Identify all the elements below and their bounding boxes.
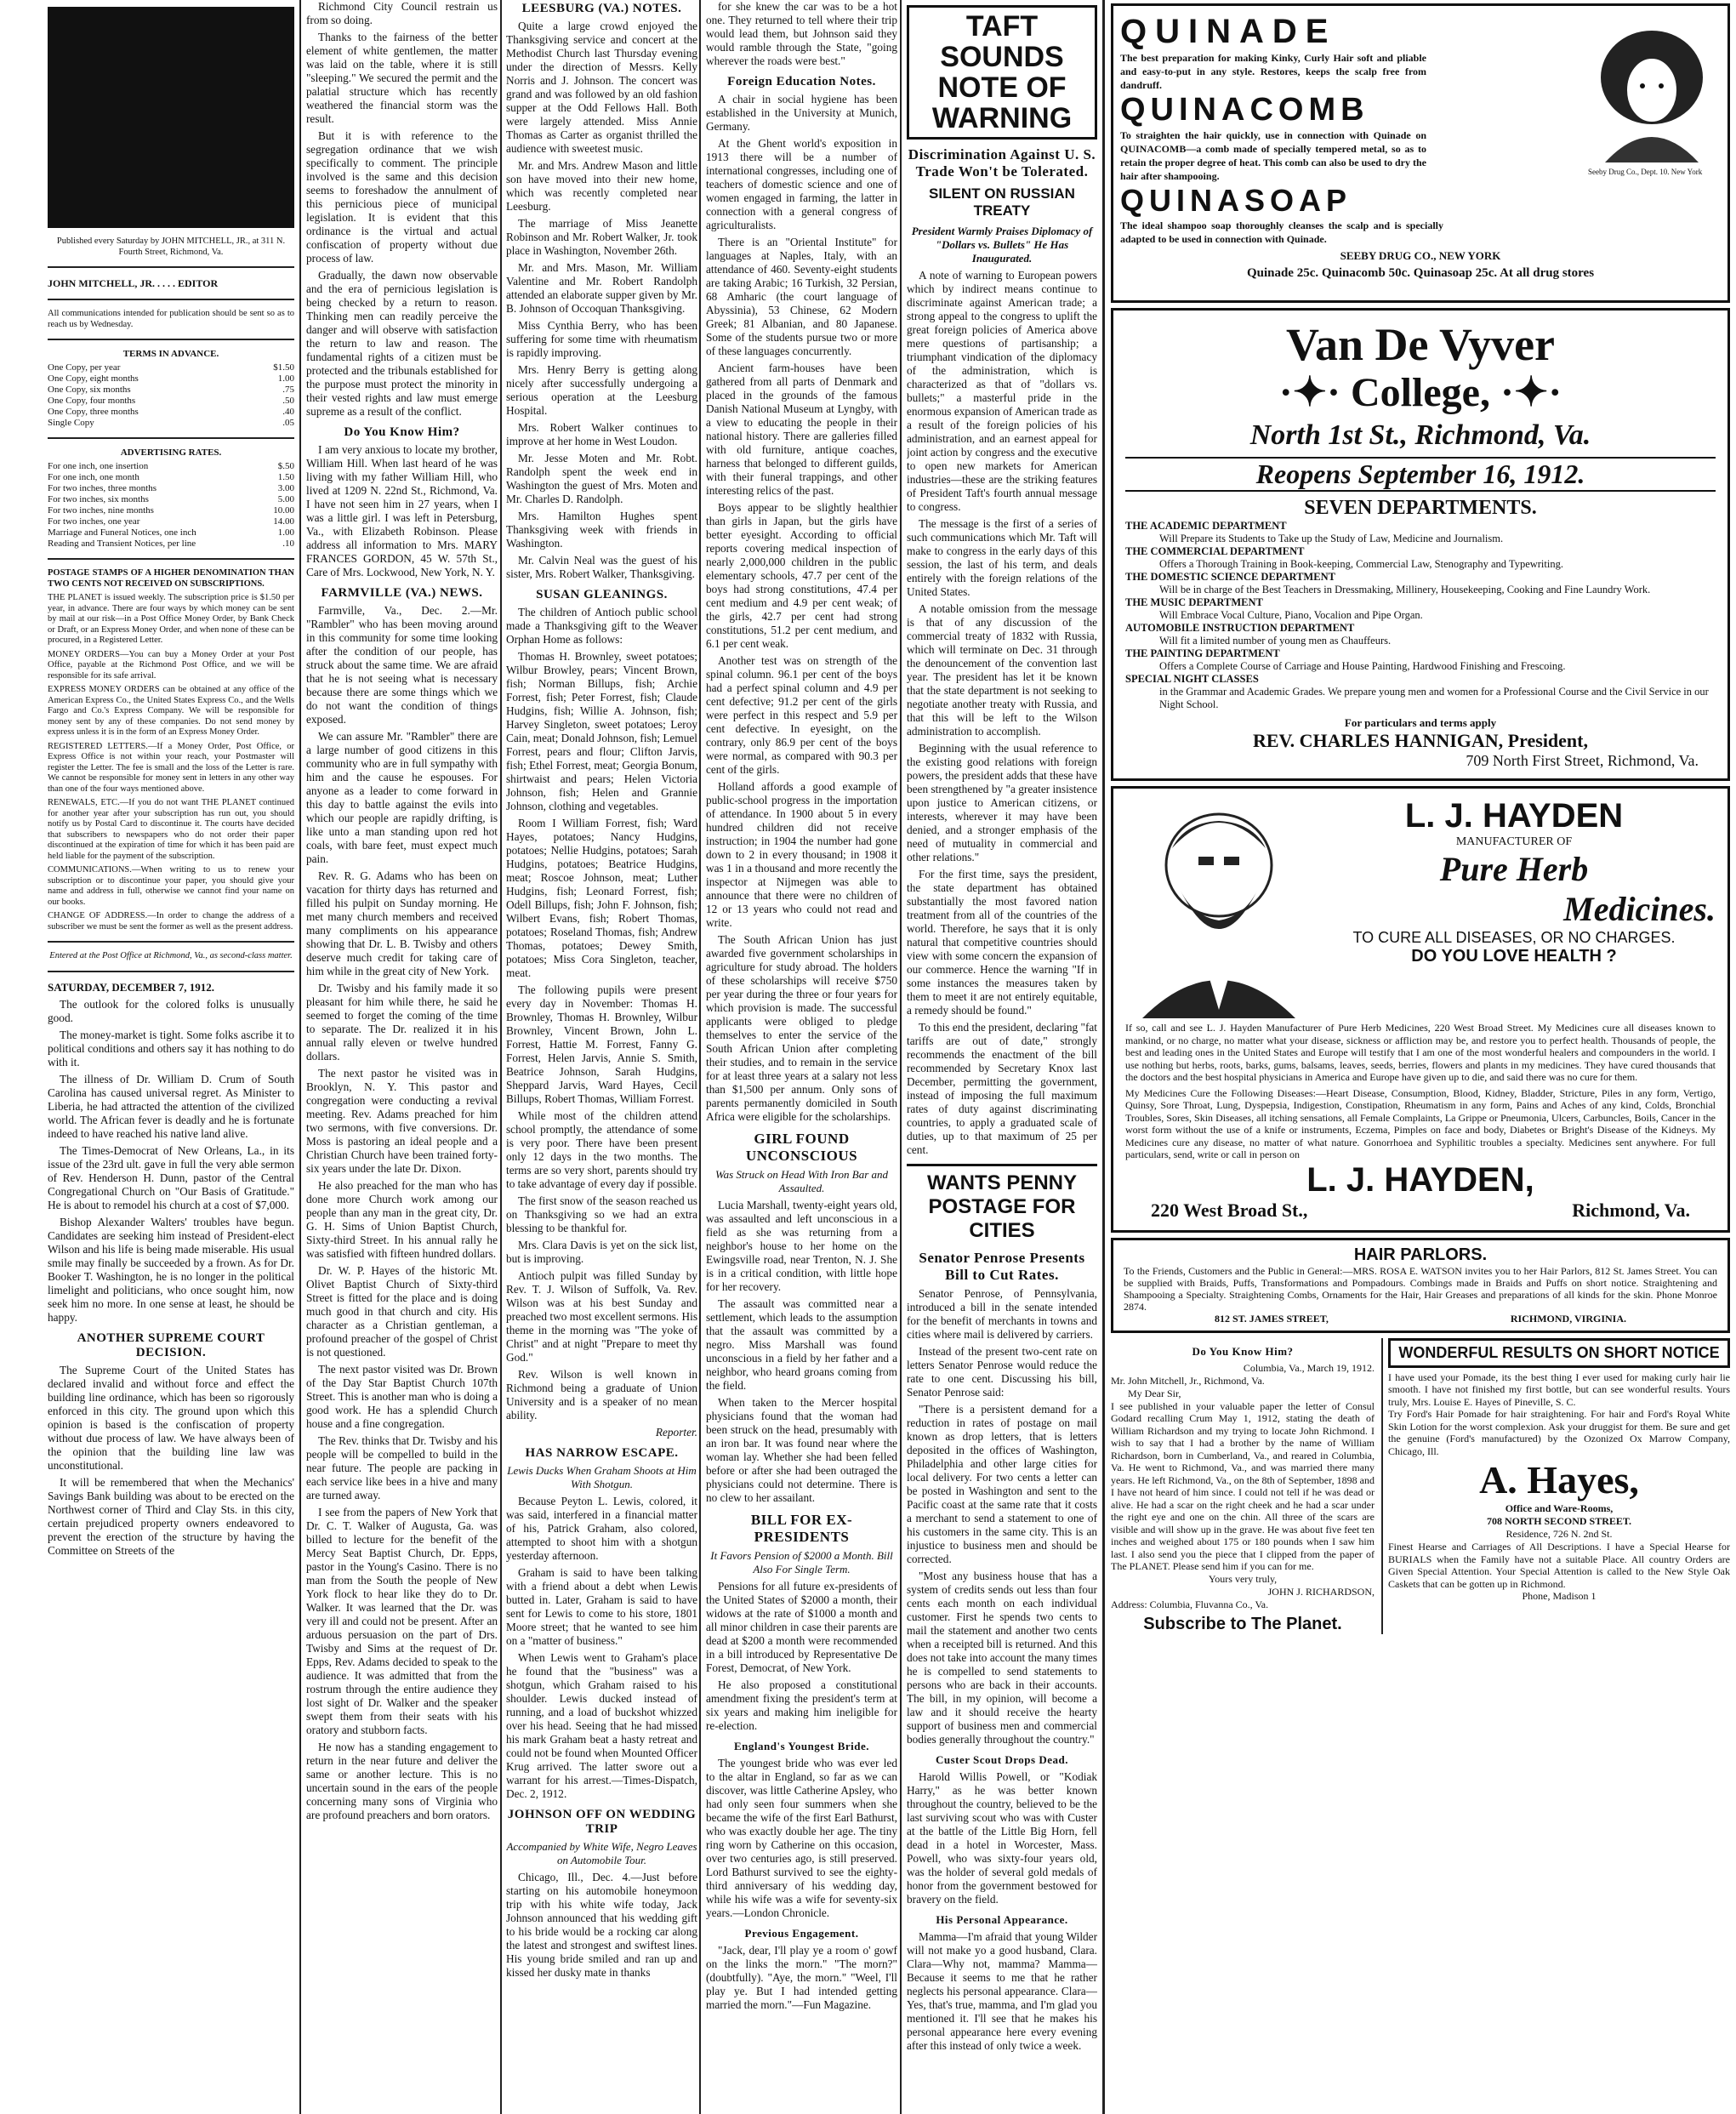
advertising-row xyxy=(48,461,294,472)
paragraph: He also preached for the man who has done more Church work among our people than any man in the great city, Dr. G. H. Sims of Union Baptist Church, Sixty-third Street. In his annual rally he was satisfied with fifteen hundred dollars. xyxy=(306,1179,498,1260)
letter-signature: JOHN J. RICHARDSON, xyxy=(1267,1585,1375,1598)
johnson-continued: for she knew the car was to be a hot one. They returned to tell where their trip would lead them, but Johnson said they would ramble through the State, "going wherever the roads were best." xyxy=(706,0,897,67)
rate-label: One Copy, eight months xyxy=(48,373,139,384)
vdv-president: REV. CHARLES HANNIGAN, President, xyxy=(1252,730,1588,751)
hayden-health: DO YOU LOVE HEALTH ? xyxy=(1411,947,1617,966)
advertising-row xyxy=(48,505,294,516)
hayden-name: L. J. HAYDEN xyxy=(1404,797,1624,835)
letter-address: Address: Columbia, Fluvanna Co., Va. xyxy=(1111,1598,1269,1610)
engagement-headline: Previous Engagement. xyxy=(744,1927,859,1940)
segregation-article xyxy=(306,0,498,419)
hayden-name-2: L. J. HAYDEN, xyxy=(1306,1160,1534,1199)
paragraph: We can assure Mr. "Rambler" there are a large number of good citizens in this community who are in full sympathy with him and the cause he espouses. For anyone as a leader to come forward in this day to battle against the evils into which our people are rapidly drifting, is like unto a man standing upon red hot coals, with bare feet, must expect much pain. xyxy=(306,730,498,865)
hayes-body: Finest Hearse and Carriages of All Descriptions. I have a Special Hearse for BURIALS when the Family have not a suitable Place. All country Orders are Given Special Attention. Your Special Attention is called to the New Style Oak Caskets that can be gotten up in Richmond. xyxy=(1388,1541,1730,1590)
letter-column xyxy=(1111,1338,1375,1634)
paragraph: Pensions for all future ex-presidents of the United States of $2000 a month, their widows at the rate of $1000 a month and all minor children in case their parents are dead at $200 a month were recommended in a bill introduced by Representative De Forest, Democrat, of New York. xyxy=(706,1580,897,1674)
letter-heading: Do You Know Him? xyxy=(1192,1344,1294,1358)
paragraph: It will be remembered that when the Mechanics' Savings Bank building was about to be erected on the Northwest corner of Third and Clay Sts. in this city, certain prejudiced property owners endeavored to prevent the erection of the structure by having the Committee on Streets of the xyxy=(48,1475,294,1557)
paragraph: The South African Union has just awarded five government scholarships in agriculture for study abroad. The holders of these scholarships will receive $750 per year during the three or four years for which provision is made. The successful applicants were obliged to pledge themselves to enter the service of the South African Union after completing their studies, and to remain in the service for at least three years at a salary not less than $1,500 per annum. Only sons of parents permanently domiciled in South Africa were eligible for the scholarships. xyxy=(706,933,897,1123)
foreign-education-article xyxy=(706,93,897,1124)
rate-value: 1.00 xyxy=(277,373,294,384)
vdv-reopens: Reopens September 16, 1912. xyxy=(1125,457,1716,492)
ex-presidents-headline: BILL FOR EX-PRESIDENTS xyxy=(750,1512,853,1545)
hayden-portrait-image xyxy=(1125,797,1312,1018)
johnson-headline: JOHNSON OFF ON WEDDING TRIP xyxy=(507,1808,697,1836)
entered-notice: Entered at the Post Office at Richmond, Va., as second-class matter. xyxy=(49,951,293,960)
hayden-cure: TO CURE ALL DISEASES, OR NO CHARGES. xyxy=(1352,929,1676,946)
column-2 xyxy=(306,0,498,2114)
susan-signature: Reporter. xyxy=(655,1426,697,1439)
paragraph: "Most any business house that has a system of credits sends out less than four cents each month on each individual customer. First he spends two cents to mail the statement and another two cents when a receipted bill is returned. And this does not take into account the many times he is compelled to send statements to persons who are back in their accounts. The bill, in my opinion, will become a law and it should receive the hearty support of business men and commercial bodies generally throughout the country." xyxy=(907,1570,1097,1746)
vdv-college: ·✦· College, ·✦· xyxy=(1278,370,1562,415)
paragraph: Quite a large crowd enjoyed the Thanksgiving service and concert at the Methodist Church last Thursday evening under the direction of Messrs. Kelly Norris and J. Johnson. The concert was grand and was followed by an old fashion supper at the Odd Fellows Hall. Both were largely attended. Miss Annie Thomas as Carter as organist thrilled the audience with sweetest music. xyxy=(506,20,697,155)
leesburg-article xyxy=(506,20,697,581)
vdv-department xyxy=(1125,545,1716,571)
vdv-seven-departments: SEVEN DEPARTMENTS. xyxy=(1304,497,1537,519)
rate-value: 3.00 xyxy=(277,483,294,493)
subscribe-banner: Subscribe to The Planet. xyxy=(1143,1614,1342,1633)
rate-value: 1.00 xyxy=(277,527,294,538)
vdv-department-list xyxy=(1125,520,1716,711)
column-1 xyxy=(48,0,294,2114)
susan-article xyxy=(506,606,697,1422)
quinacomb-title: QUINACOMB xyxy=(1120,92,1369,128)
hair-address: 812 ST. JAMES STREET, xyxy=(1214,1312,1329,1325)
paragraph: "There is a persistent demand for a reduction in rates of postage on mail known as drop letters, that is letters deposited in the offices of Washington, Philadelphia and other large cities for local delivery. For two cents a letter can be posted in Washington and sent to the Pacific coast at the same rate that it costs a merchant to send a statement to one of his customers in the same city. This is an injustice to business men and should be corrected. xyxy=(907,1403,1097,1565)
rate-value: .05 xyxy=(282,418,294,428)
vdv-department xyxy=(1125,647,1716,673)
paragraph: Gradually, the dawn now observable and the era of pernicious legislation is being checked by a return to reason. Thinking men can readily perceive the danger and will observe with satisfaction the return to law and reason. The fundamental rights of a citizen must be protected and the tribunals established for the purpose must protect the minority in their vested rights and law must emerge supreme as a result of the conflict. xyxy=(306,269,498,418)
paragraph: The marriage of Miss Jeanette Robinson and Mr. Robert Walker, Jr. took place in Washington, November 26th. xyxy=(506,217,697,257)
paragraph: Mr. Jesse Moten and Mr. Robt. Randolph spent the week end in Washington the guest of Mrs. Moten and Mr. Charles D. Randolph. xyxy=(506,452,697,505)
vdv-title: Van De Vyver xyxy=(1285,319,1556,370)
rate-label: For two inches, nine months xyxy=(48,505,154,516)
vdv-department-desc: Will fit a limited number of young men as Chauffeurs. xyxy=(1159,635,1392,647)
advertising-heading: ADVERTISING RATES. xyxy=(120,447,222,458)
paragraph: There is an "Oriental Institute" for languages at Naples, Italy, with an attendance of 460. Seventy-eight students are taking Arabic; 16 Turkish, 32 Persian, 68 Amharic (the court language of Abyssinia), 53 Chinese, 62 Modern Greek; 81 Albanian, and 80 Japanese. Some of the students pursue two or more of these languages concurrently. xyxy=(706,236,897,357)
narrow-escape-headline: HAS NARROW ESCAPE. xyxy=(525,1446,679,1460)
rate-label: For two inches, six months xyxy=(48,494,149,504)
terms-row xyxy=(48,407,294,418)
paragraph: But it is with reference to the segregation ordinance that we wish specifically to comment. The principle involved is the same and this decision seems to foreshadow the annulment of this pernicious piece of municipal legislation. It is evident that this ordinance is the virtual and actual confiscation of property without due process of law. xyxy=(306,129,498,265)
seeby-drug-line: SEEBY DRUG CO., NEW YORK xyxy=(1340,249,1501,262)
paragraph: Instead of the present two-cent rate on letters Senator Penrose would reduce the rate to one cent. Discussing his bill, Senator Penrose said: xyxy=(907,1345,1097,1399)
vdv-department xyxy=(1125,673,1716,711)
vdv-department-desc: in the Grammar and Academic Grades. We prepare young men and women for a Professional Course and the Civil Service in our Night School. xyxy=(1159,686,1709,710)
paragraph: The Times-Democrat of New Orleans, La., in its issue of the 23rd ult. gave in full the very able sermon of Rev. Henderson H. Dunn, pastor of the Central Congregational Church on "Our Basis of Gratitude." He is about to remodel his church at a cost of $7,000. xyxy=(48,1143,294,1211)
engagement-body: "Jack, dear, I'll play ye a room o' gowf on the links the morn." "The morn?" (doubtfully). "Aye, the morn." "Weel, I'll play ye. But I had intended getting married the morn."—Fun Magazine. xyxy=(706,1944,897,2011)
right-ads-column xyxy=(1381,1338,1730,1634)
paragraph: The Rev. thinks that Dr. Twisby and his people will be compelled to build in the near future. The people are packing in each service like bees in a hive and many are turned away. xyxy=(306,1434,498,1501)
paragraph: Dr. W. P. Hayes of the historic Mt. Olivet Baptist Church of Sixty-third Street is fitted for the place and is doing much good in that church and city. His character as a Christian gentleman, a profound preacher of the gospel of Christ is not questioned. xyxy=(306,1264,498,1359)
hayes-street: 708 NORTH SECOND STREET. xyxy=(1486,1515,1632,1527)
letter-body: I see published in your valuable paper the letter of Consul Godard recalling Crum May 1, 1912, stating the death of William Richardson and my trying to locate John Richmond. I wish to say that I had a brother by the name of William Richardson, born in Cumberland, Va., and reared in Columbia, Va. He went to Richmond, Va., and was married there many years. He left Richmond, Va., on the 8th of September, 1898 and I have not heard of him since. I could not tell if he was dead or alive. He had a scar on the right cheek and he had a scar under the right eye and one on the chin. All three of the scars are visible and will show up in the grave. He was about five feet ten inches and weighed about 175 or 180 pounds when I saw him last. I also send you the piece that I clipped from the paper of The PLANET. Please send him if you can for me. xyxy=(1111,1399,1375,1572)
vdv-address: North 1st St., Richmond, Va. xyxy=(1249,419,1591,451)
rate-value: $1.50 xyxy=(273,362,294,373)
hair-city: RICHMOND, VIRGINIA. xyxy=(1510,1312,1626,1325)
hair-parlors-advertisement xyxy=(1111,1238,1730,1333)
paragraph: Boys appear to be slightly healthier than girls in Japan, but the girls have better eyesight. According to official reports covering medical inspection of nearly 2,000,000 children in the public elementary schools, 47.7 per cent of the boys had strong constitutions, 47.4 per cent medium and 4.9 per cent weak; of the girls, 42.7 per cent had strong constitutions, 51.2 per cent medium, and 6.1 per cent weak. xyxy=(706,501,897,650)
column-6-advertisements xyxy=(1111,0,1730,2114)
editorials xyxy=(48,998,294,1325)
rate-label: Single Copy xyxy=(48,418,94,428)
seeby-address: Seeby Drug Co., Dept. 10. New York xyxy=(1588,168,1703,176)
paragraph: Antioch pulpit was filled Sunday by Rev. T. J. Wilson of Suffolk, Va. Rev. Wilson was at his best Sunday and preached two most excellent sermons. His theme in the morning was "The yoke of Christ" and at night "Prepare to meet thy God." xyxy=(506,1269,697,1364)
rate-label: For one inch, one month xyxy=(48,472,139,482)
advertising-row xyxy=(48,516,294,527)
column-3 xyxy=(506,0,697,2114)
foreign-education-headline: Foreign Education Notes. xyxy=(727,75,876,88)
paragraph: To this end the president, declaring "fat tariffs are out of date," strongly recommends the enactment of the bill recommended by Secretary Knox last December, permitting the government, instead of imposing the full maximum rates of duty against discriminating countries, to apply a graduated scale of duties, up to that maximum of 25 per cent. xyxy=(907,1021,1097,1156)
rate-label: For one inch, one insertion xyxy=(48,461,149,471)
column-rule xyxy=(1102,0,1105,2114)
advertising-row xyxy=(48,483,294,494)
penny-postage-banner: WANTS PENNY POSTAGE FOR CITIES xyxy=(907,1164,1097,1243)
editor-line: JOHN MITCHELL, JR. . . . . EDITOR xyxy=(48,277,219,289)
vdv-department xyxy=(1125,596,1716,622)
paragraph: He now has a standing engagement to return in the near future and deliver the same or another lecture. This is no uncertain sound in the ears of the people concerning many sons of Virginia who are profound preachers and born orators. xyxy=(306,1741,498,1821)
paragraph: Mrs. Clara Davis is yet on the sick list, but is improving. xyxy=(506,1239,697,1265)
terms-list xyxy=(48,362,294,429)
vdv-department-name: THE MUSIC DEPARTMENT xyxy=(1125,596,1263,608)
van-de-vyver-advertisement xyxy=(1111,308,1730,781)
paragraph: The next pastor visited was Dr. Brown of the Day Star Baptist Church 107th Street. This is another man who is doing a good work. He has a splendid Church house and a fine congregation. xyxy=(306,1363,498,1430)
susan-headline: SUSAN GLEANINGS. xyxy=(536,588,668,601)
paragraph: Bishop Alexander Walters' troubles have begun. Candidates are seeking him instead of President-elect Wilson and his life is being made miserable. His usual smile may finally be succeeded by a frown. As for Dr. Booker T. Washington, he is no longer in the political limelight and politicians, who once sought him, now seek him no more. In one sense at least, he should be happy. xyxy=(48,1215,294,1324)
custer-body: Harold Willis Powell, or "Kodiak Harry," as he was better known throughout the country, believed to be the last surviving scout who was with Custer at the battle of the Little Big Horn, fell dead in a hotel in Worcester, Mass. Powell, who was sixty-four years old, was the holder of several gold medals of honor from the government bestowed for bravery on the field. xyxy=(907,1770,1097,1906)
leesburg-headline: LEESBURG (VA.) NOTES. xyxy=(521,2,682,15)
paragraph: Farmville, Va., Dec. 2.—Mr. "Rambler" who has been moving around in this community for some time looking after the condition of our people, has struck about the same time. We are afraid that he is not seeing what is necessary because there are some things which we do not want the condition of things exposed. xyxy=(306,604,498,726)
column-rule xyxy=(900,0,902,2114)
advertising-row xyxy=(48,538,294,550)
vdv-department-name: SPECIAL NIGHT CLASSES xyxy=(1125,673,1259,685)
terms-row xyxy=(48,396,294,407)
quinade-advertisement xyxy=(1111,3,1730,303)
paragraph: Mrs. Robert Walker continues to improve at her home in West Loudon. xyxy=(506,421,697,447)
terms-row xyxy=(48,362,294,373)
rate-label: One Copy, per year xyxy=(48,362,121,373)
vdv-department-name: THE COMMERCIAL DEPARTMENT xyxy=(1125,545,1305,557)
letter-close: Yours very truly, xyxy=(1208,1572,1278,1585)
terms-heading: TERMS IN ADVANCE. xyxy=(122,349,219,359)
quinade-title: QUINADE xyxy=(1120,13,1337,50)
rate-label: One Copy, six months xyxy=(48,385,131,395)
johnson-body: Chicago, Ill., Dec. 4.—Just before starting on his automobile honeymoon trip with his white wife today, Jack Johnson announced that his wedding gift to his bride would be a rocking car along the latest and strongest and swiftest lines. His young bride smiled and ran up and kissed her dusky mate in thanks xyxy=(506,1871,697,1979)
wonderful-body: I have used your Pomade, its the best thing I ever used for making curly hair lie smooth. I have not finished my first bottle, but can see wonderful results. Yours truly, Mrs. Louise E. Hayes of Pineville, S. C. xyxy=(1388,1370,1730,1408)
supreme-court-article xyxy=(48,1364,294,1558)
paragraph: A chair in social hygiene has been established in the University at Munich, Germany. xyxy=(706,93,897,133)
money-orders-notice: MONEY ORDERS—You can buy a Money Order at your Post Office, payable at the Richmond Post Office, and we will be responsible for its safe arrival. xyxy=(48,649,294,681)
vdv-department-name: THE DOMESTIC SCIENCE DEPARTMENT xyxy=(1125,571,1335,583)
paragraph: When taken to the Mercer hospital physicians found that the woman had been struck on the head, presumably with an iron bar. It was found near where the woman lay. Whether she had been felled before or after she had been outraged the physicians could not determine. There is no clew to her assailant. xyxy=(706,1396,897,1504)
column-5 xyxy=(907,0,1097,2114)
hayes-phone: Phone, Madison 1 xyxy=(1522,1590,1597,1602)
vdv-department xyxy=(1125,622,1716,647)
paragraph: Thanks to the fairness of the better element of white gentlemen, the matter was laid on the table, where it is still "sleeping." We secured the permit and the palatial structure which has recently weathered the financial storm was the result. xyxy=(306,31,498,125)
publisher-line: Published every Saturday by JOHN MITCHELL, JR., at 311 N. Fourth Street, Richmond, Va. xyxy=(56,236,286,257)
vdv-department xyxy=(1125,571,1716,596)
paragraph: The assault was committed near a settlement, which leads to the assumption that the assault was committed by a negro. Miss Marshall was found unconscious in a field by her father and a neighbor, who heard groans coming from the field. xyxy=(706,1297,897,1392)
registered-notice: REGISTERED LETTERS.—If a Money Order, Post Office, or Express Office is not within your reach, your Postmaster will register the Letter. The fee is small and the loss of the Letter is rare. We cannot be responsible for money sent in letters in any other way than one of the four ways mentioned above. xyxy=(48,741,294,794)
vdv-department-desc: Will Embrace Vocal Culture, Piano, Vocalion and Pipe Organ. xyxy=(1159,609,1423,621)
woman-portrait-image xyxy=(1588,18,1716,162)
youngest-bride-body: The youngest bride who was ever led to the altar in England, so far as we can discover, was little Catherine Apsley, who had only seen four summers when she became the wife of the first Earl Bathurst, who was exactly double her age. The tiny ring worn by Catherine on this occasion, over two centuries ago, is still preserved. Lord Bathurst survived to see the eighty-third anniversary of his wedding day, while his wife was a wife for seventy-six years.—London Chronicle. xyxy=(706,1757,897,1919)
paragraph: The money-market is tight. Some folks ascribe it to political conditions and others say it has nothing to do with it. xyxy=(48,1028,294,1068)
appearance-body: Mamma—I'm afraid that young Wilder will not make yo a good husband, Clara. Clara—Why not, mamma? Mamma—Because it seems to me that he rather neglects his personal appearance. Clara—Yes, that's true, mamma, and I'm glad you mentioned it. I'll see that he makes his personal appearance here every evening after this instead of only twice a week. xyxy=(907,1930,1097,2052)
vdv-particulars: For particulars and terms apply xyxy=(1344,716,1497,729)
quinacomb-text: To straighten the hair quickly, use in connection with Quinade on QUINACOMB—a comb made of specially tempered metal, so as to retain the proper degree of heat. This comb can also be used to dry the hair after shampooing. xyxy=(1120,129,1426,182)
rate-value: $.50 xyxy=(277,461,294,471)
advertising-rates-list xyxy=(48,461,294,550)
quinasoap-text: The ideal shampoo soap thoroughly cleanses the scalp and is specially adapted to be used in connection with Quinade. xyxy=(1120,219,1443,245)
paragraph: Senator Penrose, of Pennsylvania, introduced a bill in the senate intended for the benefit of merchants in towns and cities where mail is delivered by carriers. xyxy=(907,1287,1097,1341)
appearance-headline: His Personal Appearance. xyxy=(936,1913,1068,1926)
paragraph: The outlook for the colored folks is unusually good. xyxy=(48,997,294,1024)
paragraph: The next pastor he visited was in Brooklyn, N. Y. This pastor and congregation were conducting a revival meeting. Rev. Adams preached for him two sermons, with five conversions. Dr. Moss is pastoring an ideal people and a Christian Church have been trained forty-six years under the late Dr. Dixon. xyxy=(306,1067,498,1175)
hayden-medicines: Medicines. xyxy=(1563,890,1716,928)
hayden-body: If so, call and see L. J. Hayden Manufacturer of Pure Herb Medicines, 220 West Broad Street. My Medicines cure all diseases known to mankind, or no charge, no matter what your disease, sickness or affliction may be, and restore you to perfect health. Thousands of people, the best and leading ones in the United States and Europe will testify that I am one of the most wonderful healers and compounders in the world. I use nothing but herbs, roots, barks, gums, balsams, leaves, seeds, berries, flowers and plants in my medicines. They have cured thousands that the doctors and the best hospital physicians in America and Europe have given up to die, and said there was no cure for them. xyxy=(1125,1022,1716,1083)
advertising-row xyxy=(48,472,294,483)
paragraph: The illness of Dr. William D. Crum of South Carolina has caused universal regret. As Minister to Liberia, he had attracted the attention of the civilized world. The African fever is deadly and he is fortunate indeed to have reached his native land alive. xyxy=(48,1072,294,1140)
hair-body: To the Friends, Customers and the Public in General:—MRS. ROSA E. WATSON invites you to her Hair Parlors, 812 St. James Street. You can be supplied with Braids, Puffs, Transformations and Pompadours. Combings made in Braids and Puffs on short notice. Straightening and Shampooing a Specialty. Straightening Combs, Ornaments for the Hair, Hair Greases and preparations of all kinds for the skin. Phone Monroe 2874. xyxy=(1124,1264,1717,1313)
youngest-bride-headline: England's Youngest Bride. xyxy=(733,1740,870,1752)
silent-russian-subhead: President Warmly Praises Diplomacy of "Dollars vs. Bullets" He Has Inaugurated. xyxy=(911,225,1093,265)
penrose-headline: Senator Penrose Presents Bill to Cut Rates. xyxy=(919,1250,1085,1283)
letter-recipient: Mr. John Mitchell, Jr., Richmond, Va. xyxy=(1111,1374,1265,1387)
vdv-department-desc: Offers a Complete Course of Carriage and House Painting, Hardwood Finishing and Frescoing. xyxy=(1159,660,1566,672)
narrow-escape-subhead: Lewis Ducks When Graham Shoots at Him With Shotgun. xyxy=(507,1464,697,1490)
column-rule xyxy=(699,0,701,2114)
paragraph: Mr. and Mrs. Mason, Mr. William Valentine and Mr. Robert Randolph attended an elaborate supper given by Mr. B. Johnson of Occoquan Thanksgiving. xyxy=(506,261,697,315)
paragraph: Room I William Forrest, fish; Ward Hayes, potatoes; Nancy Hudgins, potatoes; Nellie Hudgins, potatoes; Sarah Hudgins, potatoes; Beatrice Hudgins, meat; Roscoe Johnson, meat; Luther Hudgins, fish; Leonard Forrest, fish; Odell Billups, fish; John F. Johnson, fish; Wilbert Evans, fish; Robert Thomas, potatoes; Roseland Thomas, fish; Andrew Thomas, potatoes; Dewey Smith, potatoes; Miss Cora Singleton, teacher, meat. xyxy=(506,817,697,979)
rate-value: .75 xyxy=(282,385,294,395)
paragraph: A note of warning to European powers which by indirect means continue to discriminate against American trade; a strong appeal to the congress to uplift the great foreign policies of America above mere questions of partisanship; a triumphant vindication of the diplomacy of the administration, which is characterized as that of "dollars vs. bullets;" a masterful pride in the enormous expansion of American trade as a result of the foreign policies of his administration, and an earnest appeal for joint action by congress and the executive to open new markets for American industries—these are the striking features of President Taft's fourth annual message to congress. xyxy=(907,269,1097,513)
know-him-body: I am very anxious to locate my brother, William Hill. When last heard of he was living with my father William Hill, who lived at 1209 N. 22nd St., Richmond, Va. I have not seen him in 27 years, when I was a little girl. I was left in Petersburg, Va., with Elizabeth Robinson. Please address all information to Mrs. MARY FRANCES GORDON, 45 W. 57th St., Care of Mrs. Lockwood, New York, N. Y. xyxy=(306,443,498,578)
letter-salutation: My Dear Sir, xyxy=(1128,1387,1181,1399)
rate-value: .10 xyxy=(282,538,294,549)
paragraph: The first snow of the season reached us on Thanksgiving so we had an extra blessing to be thankful for. xyxy=(506,1194,697,1234)
express-notice: EXPRESS MONEY ORDERS can be obtained at any office of the American Express Co., the United States Express Co., and the Wells Fargo and Co.'s Express Company. We will be responsible for money sent by any of these companies. Do not send money by express unless it is in the form of an Express Money Order. xyxy=(48,685,294,737)
paragraph: At the Ghent world's exposition in 1913 there will be a number of international congresses, including one of teachers of domestic science and one of women engaged in farming, the latter in connection with a general congress of agriculturalists. xyxy=(706,137,897,231)
vdv-department-desc: Will Prepare its Students to Take up the Study of Law, Medicine and Journalism. xyxy=(1159,533,1504,544)
column-rule xyxy=(299,0,301,2114)
communications-notice: All communications intended for publication should be sent so as to reach us by Wednesday. xyxy=(48,309,294,329)
paragraph: I see from the papers of New York that Dr. C. T. Walker of Augusta, Ga. was billed to lecture for the benefit of the Mercy Seat Baptist Church, Dr. Epps, pastor in the Young's Casino. There is no man from the South the people of New York flock to hear like they do to Dr. Walker. It was learned that the Dr. was very ill and could not be present. After an arduous persuasion on the part of Drs. Twisby and Sims at the request of Dr. Epps, Rev. Adams decided to speak to the audience. It was admitted that from the rostrum through the entire audience they lost sight of Dr. Walker and the speaker swept them from their seats with his oratory and stubborn facts. xyxy=(306,1506,498,1736)
terms-row xyxy=(48,385,294,396)
discrimination-headline: Discrimination Against U. S. Trade Won't be Tolerated. xyxy=(908,146,1096,179)
quinade-text: The best preparation for making Kinky, Curly Hair soft and pliable and easy-to-put in any style. Restores, keeps the scalp free from dandruff. xyxy=(1120,52,1426,91)
farmville-article xyxy=(306,604,498,1822)
girl-found-article xyxy=(706,1199,897,1505)
ex-presidents-subhead: It Favors Pension of $2000 a Month. Bill Also For Single Term. xyxy=(710,1549,893,1576)
hair-heading: HAIR PARLORS. xyxy=(1353,1245,1488,1264)
vdv-department-name: AUTOMOBILE INSTRUCTION DEPARTMENT xyxy=(1125,622,1355,634)
redacted-black-block xyxy=(48,7,294,228)
advertising-row xyxy=(48,494,294,505)
hayes-residence: Residence, 726 N. 2nd St. xyxy=(1505,1528,1613,1540)
paragraph: A notable omission from the message is that of any discussion of the commercial treaty of 1832 with Russia, which will terminate on Dec. 31 through the denouncement of the convention last year. The president has let it be known that the state department is not seeking to negotiate another treaty with Russia, and that this will be left to the Wilson administration to accomplish. xyxy=(907,602,1097,738)
narrow-escape-article xyxy=(506,1495,697,1801)
column-rule xyxy=(500,0,502,2114)
johnson-subhead: Accompanied by White Wife, Negro Leaves on Automobile Tour. xyxy=(506,1840,697,1866)
paragraph: Mr. and Mrs. Andrew Mason and little son have moved into their new home, which was recently completed near Leesburg. xyxy=(506,159,697,213)
vdv-department-name: THE ACADEMIC DEPARTMENT xyxy=(1125,520,1287,532)
penrose-article xyxy=(907,1287,1097,1746)
paragraph: Beginning with the usual reference to the existing good relations with foreign powers, the president adds that these have been strengthened by "a greater insistence upon justice to American citizens, or interests, wherever it may have been denied, and a stronger emphasis of the need of mutuality in commercial and other relations." xyxy=(907,742,1097,863)
wonderful-more: Try Ford's Hair Pomade for hair straightening. For hair and Ford's Royal White Skin Lotion for the worst complexion. Ask your druggist for them. Be sure and get the genuine (Ford's manufactured) by the Ozonized Ox Marrow Company, Chicago, Ill. xyxy=(1388,1408,1730,1457)
vdv-department-name: THE PAINTING DEPARTMENT xyxy=(1125,647,1280,659)
vdv-department-desc: Offers a Thorough Training in Book-keeping, Commercial Law, Stenography and Typewriting. xyxy=(1159,558,1563,570)
column-4 xyxy=(706,0,897,2114)
paragraph: Ancient farm-houses have been gathered from all parts of Denmark and placed in the grounds of the famous Danish National Museum at Lyngby, with a view to educating the people in their national history. There are galleries filled with old furniture, antique coaches, harness that belonged to different guilds, with their funeral trappings, and other interesting relics of the past. xyxy=(706,362,897,497)
hayden-address: 220 West Broad St., xyxy=(1151,1199,1308,1221)
vdv-department xyxy=(1125,520,1716,545)
rate-value: 5.00 xyxy=(277,494,294,504)
hayes-office: Office and Ware-Rooms, xyxy=(1505,1502,1614,1514)
planet-notice: THE PLANET is issued weekly. The subscription price is $1.50 per year, in advance. There are four ways by which money can be sent by mail at our risk—in a Post Office Money Order, by Bank Check or Draft, or an Express Money Order, and when none of these can be procured, in a Registered Letter. xyxy=(48,593,294,645)
letter-date: Columbia, Va., March 19, 1912. xyxy=(1243,1361,1375,1374)
paragraph: Another test was on strength of the spinal column. 96.1 per cent of the boys had a perfect spinal column and 4.9 per cent defective; 91.2 per cent of the girls were perfect in this respect and 5.9 per cent defective. In eyesight, on the contrary, only 86.9 per cent of the boys were normal, as compared with 90.3 per cent of the girls. xyxy=(706,654,897,776)
hayden-diseases: My Medicines Cure the Following Diseases:—Heart Disease, Consumption, Blood, Kidney, Bladder, Stricture, Piles in any form, Vertigo, Quinsy, Sore Throat, Lung, Dyspepsia, Indigestion, Constipation, Rheumatism in any form, Pains and Aches of any kind, Colds, Bronchial Troubles, Sores, Skin Diseases, all itching sensations, all Female Complaints, La Grippe or Pneumonia, Ulcers, Carbuncles, Boils, Cancer in the worst form without the use of a knife or instruments, Eczema, Pimples on face and body, Diabetes or Bright's Disease of the Kidneys. My Medicines cure any disease, no matter of what nature. Gonorrhoea and Syphilitic troubles a specialty. Medicines sent anywhere. For full particulars, send, write or call in person on xyxy=(1125,1086,1716,1160)
rate-label: One Copy, three months xyxy=(48,407,139,417)
paragraph: Mr. Calvin Neal was the guest of his sister, Mrs. Robert Walker, Thanksgiving. xyxy=(506,554,697,580)
paragraph: Rev. Wilson is well known in Richmond being a graduate of Union University and is a speaker of no mean ability. xyxy=(506,1368,697,1422)
girl-found-headline: GIRL FOUND UNCONSCIOUS xyxy=(745,1131,858,1164)
paragraph: The Supreme Court of the United States has declared invalid and without force and effect the building line ordinance, which has been so rigorously enforced in this city. The ground upon which this opinion is based is the confiscation of property without due process of law. We have always been of the opinion that the building line law was unconstitutional. xyxy=(48,1363,294,1472)
rate-value: .50 xyxy=(282,396,294,406)
quinasoap-title: QUINASOAP xyxy=(1120,183,1352,218)
paragraph: Richmond City Council restrain us from so doing. xyxy=(306,0,498,26)
paragraph: Because Peyton L. Lewis, colored, it was said, interfered in a financial matter of his, Patrick Graham, also colored, attempted to shoot him with a shotgun yesterday afternoon. xyxy=(506,1495,697,1562)
paragraph: Graham is said to have been talking with a friend about a debt when Lewis butted in. Later, Graham is said to have sent for Lewis to come to his store, 1801 Moore street; that he wanted to see him on a "matter of business." xyxy=(506,1566,697,1647)
hayden-manufacturer: MANUFACTURER OF xyxy=(1455,835,1573,848)
paragraph: Dr. Twisby and his family made it so pleasant for him while there, he said he seemed to forget the coming of the time to separate. The Dr. realized it in his annual rally eleven or twelve hundred dollars. xyxy=(306,982,498,1063)
vdv-department-desc: Will be in charge of the Best Teachers in Dressmaking, Millinery, Housekeeping, Cooking and Fine Laundry Work. xyxy=(1159,584,1651,595)
paragraph: When Lewis went to Graham's place he found that the "business" was a shotgun, which Graham raised to his shoulder. Lewis ducked instead of running, and a load of buckshot whizzed over his head. Seeing that he had missed his mark Graham beat a hasty retreat and could not be found when Mounted Officer Krug arrived. The latter swore out a warrant for his arrest.—Times-Dispatch, Dec. 2, 1912. xyxy=(506,1651,697,1800)
wonderful-heading: WONDERFUL RESULTS ON SHORT NOTICE xyxy=(1398,1343,1720,1361)
rate-value: 14.00 xyxy=(273,516,294,527)
renewals-notice: RENEWALS, ETC.—If you do not want THE PLANET continued for another year after your subscription has run out, you should notify us by Postal Card to discontinue it. The courts have decided that subscribers to newspapers who do not order their paper discontinued at the expiration of time for which it has been paid are held liable for the payment of the subscription. xyxy=(48,798,294,861)
paragraph: Mrs. Henry Berry is getting along nicely after successfully undergoing a serious operation at the Leesburg Hospital. xyxy=(506,363,697,417)
supreme-court-headline: ANOTHER SUPREME COURT DECISION. xyxy=(77,1331,265,1359)
hayden-advertisement xyxy=(1111,786,1730,1233)
paragraph: The following pupils were present every day in November: Thomas H. Brownley, Thomas H. Brownley, Wilbur Brownley, Vincent Brown, John L. Forrest, Hattie M. Forrest, Fanny G. Forrest, Helen Jarvis, Annie S. Smith, Beatrice Johnson, Sarah Hudgins, Sheppard Jarvis, Ward Hayes, Cecil Billups, Robert Thomas, William Forrest. xyxy=(506,983,697,1105)
terms-row xyxy=(48,418,294,429)
issue-dateline: SATURDAY, DECEMBER 7, 1912. xyxy=(48,980,214,994)
girl-found-subhead: Was Struck on Head With Iron Bar and Assaulted. xyxy=(714,1168,889,1194)
paragraph: Thomas H. Brownley, sweet potatoes; Wilbur Browley, pears; Vincent Brown, fish; Norman Billups, fish; Archie Forrest, fish; Peter Forrest, fish; Claude Hudgins, fish; Willie A. Johnson, fish; Harvey Singleton, sweet potatoes; Leroy Cain, meat; Donald Johnson, fish; Lemuel Forrest, pears and flour; Clifton Jarvis, fish; Ethel Forrest, meat; Georgia Bonum, shirtwaist and pears; Helen Victoria Johnson, fish; Helen and Grannie Johnson, clothing and vegetables. xyxy=(506,650,697,812)
terms-row xyxy=(48,373,294,385)
silent-russian-headline: SILENT ON RUSSIAN TREATY xyxy=(929,185,1075,219)
vdv-street: 709 North First Street, Richmond, Va. xyxy=(1466,752,1699,769)
paragraph: The message is the first of a series of such communications which Mr. Taft will make to congress in the early days of this session, the last of his term, and deals entirely with the foreign relations of the United States. xyxy=(907,517,1097,598)
change-address-notice: CHANGE OF ADDRESS.—In order to change the address of a subscriber we must be sent the former as well as the present address. xyxy=(48,911,294,932)
rate-value: 10.00 xyxy=(273,505,294,516)
quinade-prices: Quinade 25c. Quinacomb 50c. Quinasoap 25c. At all drug stores xyxy=(1246,266,1595,280)
paragraph: Miss Cynthia Berry, who has been suffering for some time with rheumatism is rapidly improving. xyxy=(506,319,697,359)
paragraph: He also proposed a constitutional amendment fixing the president's term at six years and making him ineligible for re-election. xyxy=(706,1678,897,1732)
ex-presidents-article xyxy=(706,1580,897,1733)
communications-rules: COMMUNICATIONS.—When writing to us to renew your subscription or to discontinue your paper, you should give your name and address in full, otherwise we cannot find your name on our books. xyxy=(48,865,294,907)
hayes-name: A. Hayes, xyxy=(1479,1458,1639,1501)
rate-label: For two inches, three months xyxy=(48,483,157,493)
rate-value: 1.50 xyxy=(277,472,294,482)
paragraph: Lucia Marshall, twenty-eight years old, was assaulted and left unconscious in a field as she was returning from a neighbor's house to her home on the Ewingsville road, near Trenton, N. J. She is in a critical condition, with little hope for her recovery. xyxy=(706,1199,897,1293)
farmville-headline: FARMVILLE (VA.) NEWS. xyxy=(321,586,483,600)
paragraph: For the first time, says the president, the state department has obtained substantially the most favored nation treatment from all of the countries of the world. Therefore, he says that it is only natural that competitive countries should view with some concern the expansion of our commerce. Hence the warning "If in some instances the measures taken by them to meet it are not entirely equitable, a remedy should be found." xyxy=(907,868,1097,1017)
paragraph: Mrs. Hamilton Hughes spent Thanksgiving week with friends in Washington. xyxy=(506,510,697,550)
custer-headline: Custer Scout Drops Dead. xyxy=(936,1753,1068,1766)
hayden-product: Pure Herb xyxy=(1439,850,1589,888)
taft-warning-banner: TAFT SOUNDS NOTE OF WARNING xyxy=(907,5,1097,140)
rate-label: One Copy, four months xyxy=(48,396,136,406)
rate-label: For two inches, one year xyxy=(48,516,140,527)
paragraph: While most of the children attend school promptly, the attendance of some is very poor. There have been present only 12 days in the two months. The terms are so very short, parents should try to take advantage of every day if possible. xyxy=(506,1109,697,1190)
know-him-headline: Do You Know Him? xyxy=(344,425,460,439)
rate-value: .40 xyxy=(282,407,294,417)
advertising-row xyxy=(48,527,294,538)
paragraph: Rev. R. G. Adams who has been on vacation for thirty days has returned and filled his pulpit on Sunday morning. He met many church members and received many compliments on his appearance showing that Dr. L. B. Twisby and others deserve much credit for taking care of him while in the great city of New York. xyxy=(306,869,498,977)
taft-article xyxy=(907,269,1097,1157)
wonderful-results-ad xyxy=(1388,1338,1730,1368)
paragraph: Holland affords a good example of public-school progress in the importation of attendance. In 1900 about 5 in every hundred children did not receive instruction; in 1904 the number had gone down to 2 in every thousand; in 1908 it was 1 in a thousand and more recently the inspector at Nijmegen was able to announce that there were no children of 12 or 13 years who could not read and write. xyxy=(706,780,897,929)
stamps-notice: POSTAGE STAMPS OF A HIGHER DENOMINATION THAN TWO CENTS NOT RECEIVED ON SUBSCRIPTIONS. xyxy=(48,568,294,589)
paragraph: The children of Antioch public school made a Thanksgiving gift to the Weaver Orphan Home as follows: xyxy=(506,606,697,646)
rate-label: Reading and Transient Notices, per line xyxy=(48,538,196,549)
hayden-city: Richmond, Va. xyxy=(1572,1199,1690,1221)
rate-label: Marriage and Funeral Notices, one inch xyxy=(48,527,196,538)
